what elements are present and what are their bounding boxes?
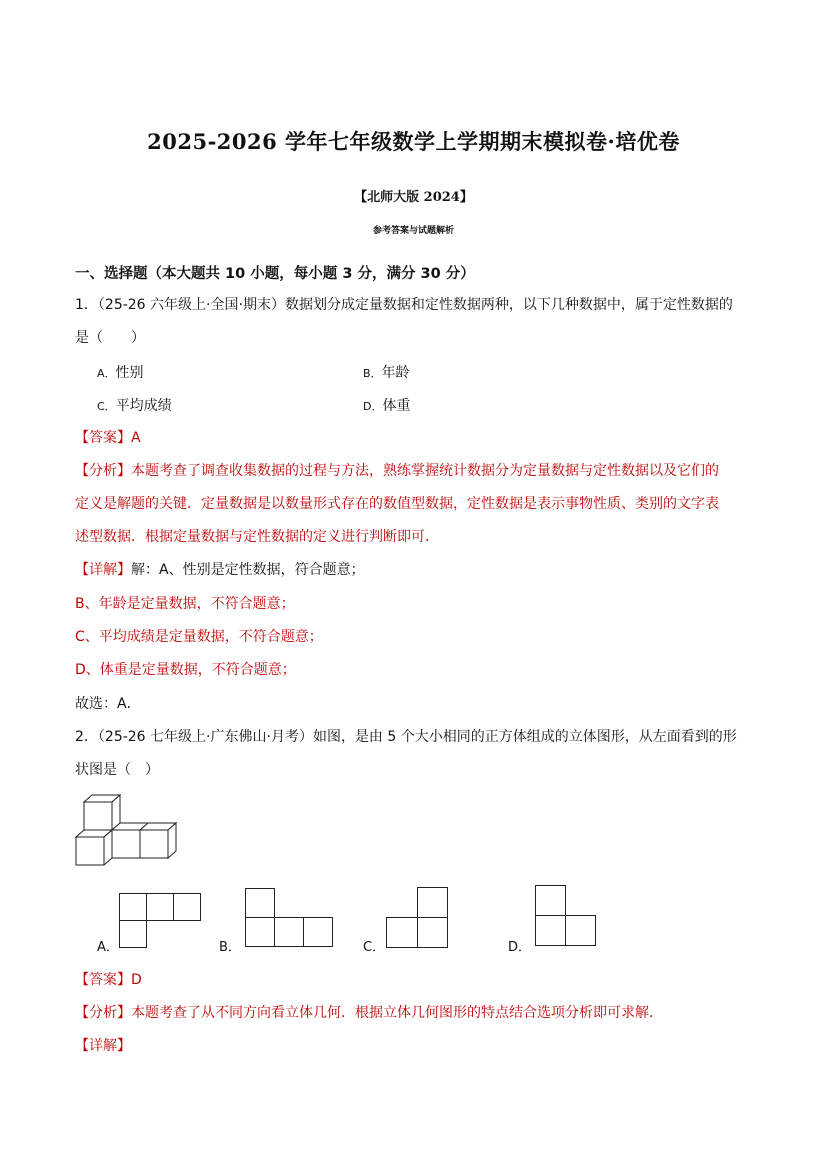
q1-detail-line4: D、体重是定量数据，不符合题意； — [75, 662, 296, 678]
q1-analysis-line2: 定义是解题的关键．定量数据是以数量形式存在的数值型数据，定性数据是表示事物性质、类别的文字表 — [75, 496, 719, 512]
q1-stem-line2: 是（ ） — [75, 330, 145, 346]
q2-option-a-label: A． — [97, 940, 119, 955]
option-text: 平均成绩 — [115, 398, 172, 414]
option-text: 性别 — [115, 365, 144, 381]
q2-option-c-figure — [386, 887, 450, 949]
q2-option-a-figure — [119, 893, 203, 949]
q1-option-d — [363, 395, 410, 415]
q1-stem-line1: 1．（25-26 六年级上·全国·期末）数据划分成定量数据和定性数据两种，以下几种数据中，属于定性数据的 — [75, 297, 733, 313]
q1-detail-line3: C、平均成绩是定量数据，不符合题意； — [75, 629, 323, 645]
option-text: 年龄 — [381, 365, 410, 381]
q2-detail-label: 【详解】 — [75, 1038, 131, 1054]
option-text: 体重 — [382, 398, 411, 414]
option-letter: B． — [363, 367, 382, 380]
q1-analysis-line1: 【分析】本题考查了调查收集数据的过程与方法，熟练掌握统计数据分为定量数据与定性数据以及它们的 — [75, 463, 719, 479]
option-letter: A． — [97, 367, 116, 380]
q2-stem-line1: 2．（25-26 七年级上·广东佛山·月考）如图，是由 5 个大小相同的正方体组成的立体图形，从左面看到的形 — [75, 729, 737, 745]
edition-label: 【北师大版 2024】 — [354, 190, 473, 205]
option-letter: C． — [97, 400, 116, 413]
detail-text: 解：A、性别是定性数据，符合题意； — [131, 562, 365, 578]
q1-answer: 【答案】A — [75, 430, 141, 446]
section-heading: 一、选择题（本大题共 10 小题，每小题 3 分，满分 30 分） — [75, 266, 475, 282]
q1-detail-line1 — [75, 560, 365, 580]
option-letter: D． — [363, 400, 383, 413]
q2-answer: 【答案】D — [75, 972, 142, 988]
detail-label: 【详解】 — [75, 562, 131, 578]
q1-option-b — [363, 362, 410, 382]
q2-stem-line2: 状图是（ ） — [75, 762, 159, 778]
page-title: 2025-2026 学年七年级数学上学期期末模拟卷·培优卷 — [147, 129, 680, 154]
q1-detail-line2: B、年龄是定量数据，不符合题意； — [75, 596, 295, 612]
q2-solid-figure — [72, 792, 182, 867]
q1-option-a — [97, 362, 144, 382]
q2-option-d-label: D． — [508, 940, 532, 955]
q2-option-c-label: C． — [363, 940, 386, 955]
q1-analysis-line3: 述型数据．根据定量数据与定性数据的定义进行判断即可． — [75, 529, 439, 545]
q1-option-c — [97, 395, 172, 415]
q2-option-b-figure — [245, 888, 337, 948]
q2-option-d-figure — [535, 885, 599, 947]
q2-analysis: 【分析】本题考查了从不同方向看立体几何．根据立体几何图形的特点结合选项分析即可求解． — [75, 1005, 663, 1021]
page-subtitle: 参考答案与试题解析 — [372, 226, 454, 236]
q2-option-b-label: B． — [219, 940, 241, 955]
q1-conclusion: 故选：A． — [75, 696, 141, 712]
